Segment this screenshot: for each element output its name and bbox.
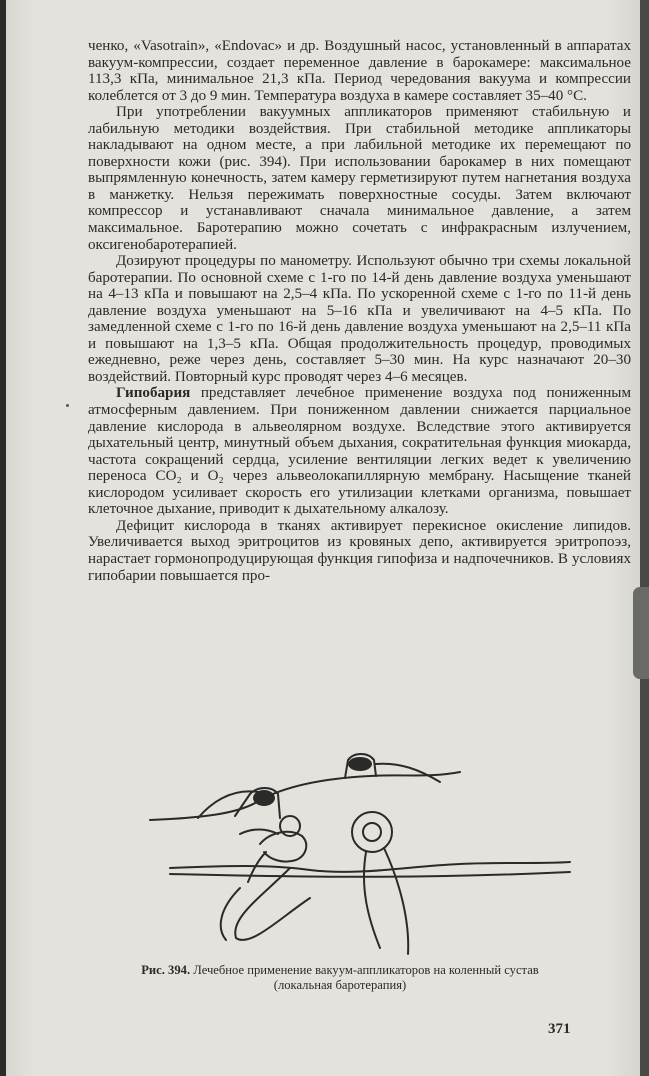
paragraph-4: Гипобария представляет лечебное применение воздуха под пониженным атмосферным давлением. При пониженном давлении снижается парциальное давление кислорода в альвеолярном воздухе. Вследствие этого активируется дыхательный центр, минутный объем дыхания, сократительная функция миокарда, частота сокращений сердца, усиление вентиляции легких ведет к увеличению переноса CO₂ и O₂ через альвеолокапиллярную мембрану. Насыщение тканей кислородом усиливает скорость его утилизации клетками организма, повышает клеточное дыхание, приводит к дыхательному алкалозу. <box>88 385 631 518</box>
figure-caption-line1: Лечебное применение вакуум-аппликаторов на коленный сустав <box>190 963 539 977</box>
paragraph-2: При употреблении вакуумных аппликаторов применяют стабильную и лабильную методики воздействия. При стабильной методике аппликаторы накладывают на одном месте, а при лабильной методике их перемещают по поверхности кожи (рис. 394). При использовании барокамер в них помещают выпрямленную конечность, затем камеру герметизируют путем нагнетания воздуха в манжетку. Нельзя пережимать поверхностные сосуды. Затем включают компрессор и устанавливают сначала минимальное давление, а затем максимальное. Баротерапию можно сочетать с инфракрасным излучением, оксигенобаротерапией. <box>88 104 631 253</box>
figure-label: Рис. 394. <box>141 963 191 977</box>
figure-caption <box>60 963 620 993</box>
margin-mark <box>66 404 69 407</box>
body-text <box>88 38 631 584</box>
figure-vacuum-applicators-knee <box>140 748 580 958</box>
figure-caption-line2: (локальная баротерапия) <box>273 978 407 992</box>
paragraph-1: ченко, «Vasotrain», «Endovac» и др. Воздушный насос, установленный в аппаратах вакуум-компрессии, создает переменное давление в барокамере: максимальное 113,3 кПа, минимальное 21,3 кПа. Период чередования вакуума и компрессии колеблется от 3 до 9 мин. Температура воздуха в камере составляет 35–40 °С. <box>88 38 631 104</box>
page-number: 371 <box>548 1021 571 1037</box>
page-thumb-tab <box>633 587 649 679</box>
knee-illustration <box>140 748 580 958</box>
page-edge <box>640 0 649 1076</box>
paragraph-3: Дозируют процедуры по манометру. Используют обычно три схемы локальной баротерапии. По основной схеме с 1-го по 14-й день давление воздуха уменьшают на 4–13 кПа и повышают на 2,5–4 кПа. По ускоренной схеме с 1-го по 11-й день давление воздуха уменьшают на 5–16 кПа и увеличивают на 4–5 кПа. По замедленной схеме с 1-го по 16-й день давление воздуха уменьшают на 2,5–11 кПа и повышают на 1,3–5 кПа. Общая продолжительность процедур, проводимых ежедневно, реже через день, составляет 5–30 мин. На курс назначают 20–30 воздействий. Повторный курс проводят через 4–6 месяцев. <box>88 253 631 385</box>
paragraph-5: Дефицит кислорода в тканях активирует перекисное окисление липидов. Увеличивается выход эритроцитов из кровяных депо, активируется эритропоэз, нарастает гормонопродуцирующая функция гипофиза и надпочечников. В условиях гипобарии повышается про- <box>88 517 631 584</box>
term-hypobaria: Гипобария <box>116 385 191 402</box>
